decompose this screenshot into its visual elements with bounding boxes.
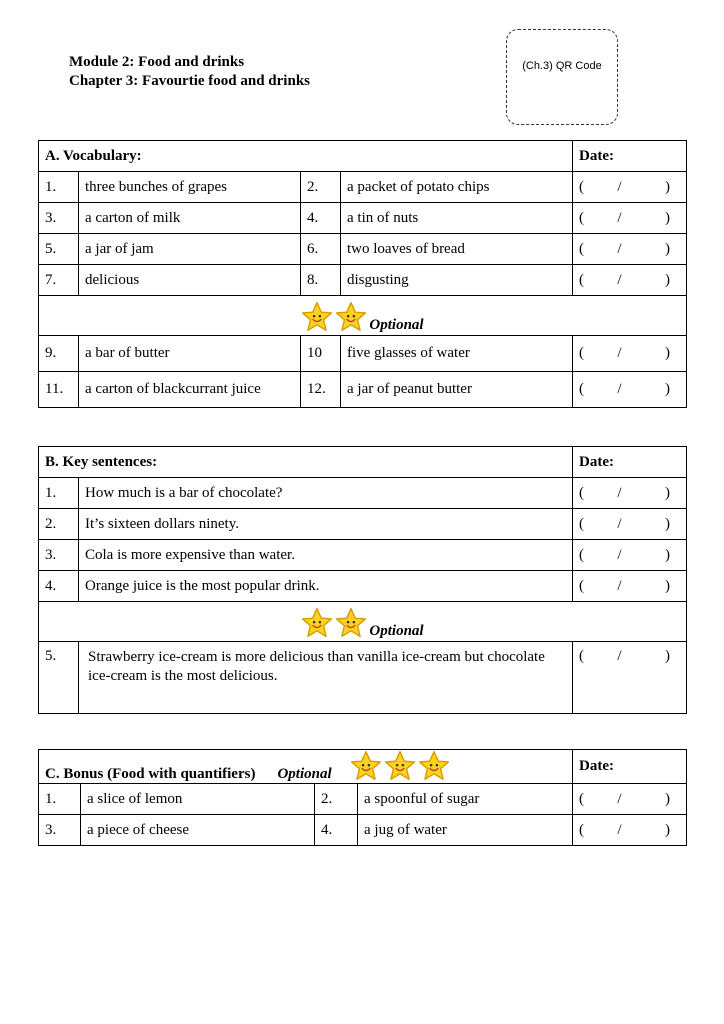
date-slash: / bbox=[617, 209, 622, 226]
date-open: ( bbox=[579, 515, 584, 532]
vocab-item: two loaves of bread bbox=[341, 234, 573, 265]
item-number: 7. bbox=[39, 265, 79, 296]
vocab-item: a slice of lemon bbox=[81, 784, 315, 815]
item-number: 1. bbox=[39, 172, 79, 203]
date-slash: / bbox=[617, 577, 622, 594]
item-number: 1. bbox=[39, 784, 81, 815]
date-field bbox=[573, 336, 687, 372]
date-close: ) bbox=[665, 821, 670, 838]
date-field bbox=[573, 571, 687, 602]
vocabulary-table bbox=[38, 140, 687, 408]
table-row bbox=[39, 540, 687, 571]
item-number: 5. bbox=[39, 234, 79, 265]
vocab-item: five glasses of water bbox=[341, 336, 573, 372]
date-field bbox=[573, 784, 687, 815]
vocab-item: a carton of blackcurrant juice bbox=[79, 372, 301, 408]
date-header: Date: bbox=[573, 750, 687, 784]
vocab-item: a jar of jam bbox=[79, 234, 301, 265]
sentence: Cola is more expensive than water. bbox=[79, 540, 573, 571]
item-number: 10 bbox=[301, 336, 341, 372]
item-number: 4. bbox=[39, 571, 79, 602]
table-row bbox=[39, 784, 687, 815]
table-row bbox=[39, 478, 687, 509]
key-sentences-table bbox=[38, 446, 687, 714]
date-open: ( bbox=[579, 821, 585, 838]
vocab-item: disgusting bbox=[341, 265, 573, 296]
item-number: 1. bbox=[39, 478, 79, 509]
table-row bbox=[39, 509, 687, 540]
vocab-item: a jar of peanut butter bbox=[341, 372, 573, 408]
optional-label: Optional bbox=[369, 623, 424, 639]
date-field bbox=[573, 172, 687, 203]
date-slash: / bbox=[617, 515, 622, 532]
date-open: ( bbox=[579, 577, 584, 594]
vocab-item: three bunches of grapes bbox=[79, 172, 301, 203]
date-header: Date: bbox=[573, 447, 687, 478]
vocab-item: a tin of nuts bbox=[341, 203, 573, 234]
date-close: ) bbox=[664, 271, 670, 288]
smiling-star-icon bbox=[301, 607, 333, 639]
date-close: ) bbox=[664, 178, 670, 195]
date-slash: / bbox=[617, 648, 622, 664]
vocab-item: a jug of water bbox=[358, 815, 573, 846]
date-open: ( bbox=[579, 648, 584, 664]
item-number: 3. bbox=[39, 203, 79, 234]
smiling-star-icon bbox=[335, 301, 367, 333]
vocab-item: delicious bbox=[79, 265, 301, 296]
date-slash: / bbox=[617, 271, 622, 288]
module-title: Module 2: Food and drinks bbox=[69, 54, 245, 70]
sentence: Orange juice is the most popular drink. bbox=[79, 571, 573, 602]
item-number: 9. bbox=[39, 336, 79, 372]
table-row bbox=[39, 571, 687, 602]
item-number: 8. bbox=[301, 265, 341, 296]
sentence: How much is a bar of chocolate? bbox=[79, 478, 573, 509]
date-field bbox=[573, 478, 687, 509]
date-close: ) bbox=[665, 790, 670, 807]
date-close: ) bbox=[664, 546, 670, 563]
date-slash: / bbox=[617, 546, 622, 563]
item-number: 4. bbox=[315, 815, 358, 846]
date-header: Date: bbox=[573, 141, 687, 172]
table-row bbox=[39, 815, 687, 846]
vocab-item: a piece of cheese bbox=[81, 815, 315, 846]
sentence: It’s sixteen dollars ninety. bbox=[79, 509, 573, 540]
item-number: 2. bbox=[301, 172, 341, 203]
table-row bbox=[39, 234, 687, 265]
qr-code-placeholder bbox=[506, 29, 618, 125]
date-close: ) bbox=[664, 577, 670, 594]
date-slash: / bbox=[617, 821, 622, 838]
optional-label: Optional bbox=[369, 317, 424, 333]
table-row bbox=[39, 372, 687, 408]
smiling-star-icon bbox=[418, 750, 450, 782]
bonus-table bbox=[38, 749, 687, 846]
date-open: ( bbox=[579, 178, 584, 195]
date-field bbox=[573, 203, 687, 234]
date-open: ( bbox=[579, 240, 584, 257]
date-open: ( bbox=[579, 271, 584, 288]
item-number: 6. bbox=[301, 234, 341, 265]
vocab-item: a spoonful of sugar bbox=[358, 784, 573, 815]
date-field bbox=[573, 815, 687, 846]
date-field bbox=[573, 372, 687, 408]
date-open: ( bbox=[579, 381, 584, 397]
date-close: ) bbox=[664, 515, 670, 532]
date-close: ) bbox=[664, 648, 670, 664]
date-close: ) bbox=[664, 209, 670, 226]
item-number: 12. bbox=[301, 372, 341, 408]
date-open: ( bbox=[579, 790, 585, 807]
date-close: ) bbox=[664, 240, 670, 257]
table-row bbox=[39, 265, 687, 296]
date-slash: / bbox=[617, 240, 622, 257]
qr-label: (Ch.3) QR Code bbox=[522, 60, 602, 72]
date-open: ( bbox=[579, 484, 584, 501]
date-close: ) bbox=[664, 345, 670, 361]
optional-divider bbox=[39, 296, 687, 336]
section-c-title: C. Bonus (Food with quantifiers) bbox=[45, 766, 256, 782]
date-field bbox=[573, 234, 687, 265]
item-number: 4. bbox=[301, 203, 341, 234]
date-field bbox=[573, 509, 687, 540]
worksheet-header bbox=[69, 53, 310, 91]
optional-divider bbox=[39, 602, 687, 642]
vocab-item: a carton of milk bbox=[79, 203, 301, 234]
date-slash: / bbox=[617, 178, 622, 195]
date-slash: / bbox=[617, 381, 622, 397]
vocab-item: a packet of potato chips bbox=[341, 172, 573, 203]
date-slash: / bbox=[617, 484, 622, 501]
chapter-title: Chapter 3: Favourtie food and drinks bbox=[69, 73, 310, 89]
date-field bbox=[573, 265, 687, 296]
item-number: 2. bbox=[315, 784, 358, 815]
table-row bbox=[39, 203, 687, 234]
item-number: 3. bbox=[39, 815, 81, 846]
date-open: ( bbox=[579, 345, 584, 361]
item-number: 2. bbox=[39, 509, 79, 540]
date-close: ) bbox=[664, 484, 670, 501]
date-close: ) bbox=[664, 381, 670, 397]
date-field bbox=[573, 540, 687, 571]
vocab-item: a bar of butter bbox=[79, 336, 301, 372]
table-row bbox=[39, 642, 687, 714]
sentence: Strawberry ice-cream is more delicious than vanilla ice-cream but chocolate ice-cream is the most delicious. bbox=[79, 642, 573, 714]
date-slash: / bbox=[617, 345, 622, 361]
table-row bbox=[39, 336, 687, 372]
smiling-star-icon bbox=[350, 750, 382, 782]
item-number: 5. bbox=[39, 642, 79, 714]
date-slash: / bbox=[617, 790, 622, 807]
date-field bbox=[573, 642, 687, 714]
section-b-title: B. Key sentences: bbox=[39, 447, 573, 478]
smiling-star-icon bbox=[335, 607, 367, 639]
date-open: ( bbox=[579, 209, 584, 226]
date-open: ( bbox=[579, 546, 584, 563]
optional-label: Optional bbox=[277, 766, 332, 782]
smiling-star-icon bbox=[384, 750, 416, 782]
item-number: 3. bbox=[39, 540, 79, 571]
smiling-star-icon bbox=[301, 301, 333, 333]
item-number: 11. bbox=[39, 372, 79, 408]
section-a-title: A. Vocabulary: bbox=[39, 141, 573, 172]
table-row bbox=[39, 172, 687, 203]
